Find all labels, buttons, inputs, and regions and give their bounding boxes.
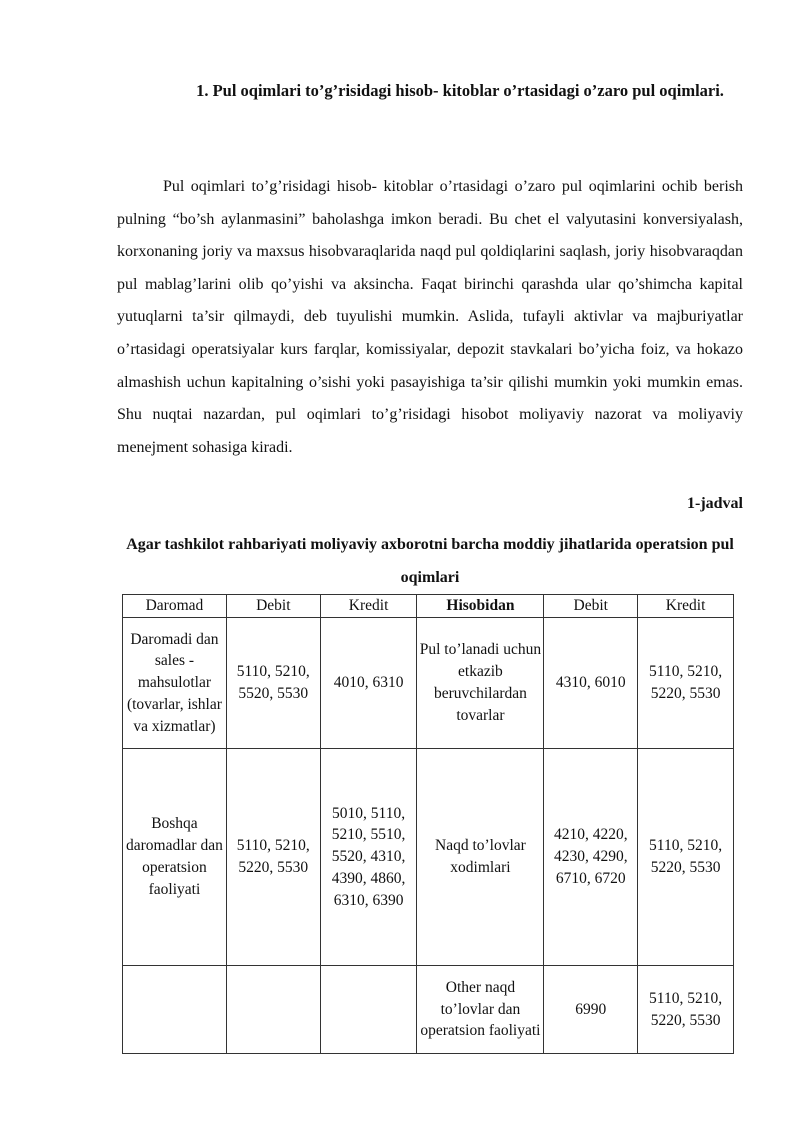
table-cell [123,966,227,1054]
table-cell: 5110, 5210, 5220, 5530 [638,966,734,1054]
table-cell: Naqd to’lovlar xodimlari [417,749,544,966]
table-caption: Agar tashkilot rahbariyati moliyaviy axborotni barcha moddiy jihatlarida operatsion pul oqimlari [126,536,734,586]
table-label: 1-jadval [687,495,743,512]
table-row [123,749,734,966]
section-heading: 1. Pul oqimlari to’g’risidagi hisob- kitoblar o’rtasidagi o’zaro pul oqimlari. [196,81,724,100]
table-cell: Daromadi dan sales - mahsulotlar (tovarlar, ishlar va xizmatlar) [123,618,227,749]
table-row [123,966,734,1054]
header-daromad: Daromad [123,595,227,618]
table-cell [226,966,320,1054]
table-row [123,618,734,749]
table-cell [320,966,417,1054]
table-cell: 4010, 6310 [320,618,417,749]
table-cell: 6990 [544,966,638,1054]
table-cell: Boshqa daromadlar dan operatsion faoliyati [123,749,227,966]
table-cell: 5110, 5210, 5220, 5530 [638,618,734,749]
body-paragraph: Pul oqimlari to’g’risidagi hisob- kitoblar o’rtasidagi o’zaro pul oqimlarini ochib berish pulning “bo’sh aylanmasini” baholashga imkon beradi. Bu chet el valyutasini konversiyalash, korxonaning joriy va maxsus hisobvaraqlarida naqd pul qoldiqlarini saqlash, joriy hisobvaraqdan pul mablag’larini olib qo’yishi va aksincha. Faqat birinchi qarashda ular qo’shimcha kapital yutuqlarni ta’sir qilmaydi, deb tuyulishi mumkin. Aslida, tufayli aktivlar va majburiyatlar o’rtasidagi operatsiyalar kurs farqlar, komissiyalar, depozit stavkalari bo’yicha foiz, va hokazo almashish uchun kapitalning o’sishi yoki pasayishiga ta’sir qilishi mumkin yoki mumkin emas. Shu nuqtai nazardan, pul oqimlari to’g’risidagi hisobot moliyaviy nazorat va moliyaviy menejment sohasiga kiradi. [117,178,743,456]
header-kredit: Kredit [320,595,417,618]
header-kredit-2: Kredit [638,595,734,618]
table-cell: 4310, 6010 [544,618,638,749]
accounts-table [122,594,734,1054]
table-cell: Pul to’lanadi uchun etkazib beruvchilardan tovarlar [417,618,544,749]
table-cell: 5110, 5210, 5220, 5530 [638,749,734,966]
table-cell: 4210, 4220, 4230, 4290, 6710, 6720 [544,749,638,966]
table-cell: 5110, 5210, 5520, 5530 [226,618,320,749]
table-cell: 5010, 5110, 5210, 5510, 5520, 4310, 4390, 4860, 6310, 6390 [320,749,417,966]
header-hisobidan: Hisobidan [417,595,544,618]
table-cell: 5110, 5210, 5220, 5530 [226,749,320,966]
table-cell: Other naqd to’lovlar dan operatsion faoliyati [417,966,544,1054]
header-debit: Debit [226,595,320,618]
table-header-row [123,595,734,618]
header-debit-2: Debit [544,595,638,618]
